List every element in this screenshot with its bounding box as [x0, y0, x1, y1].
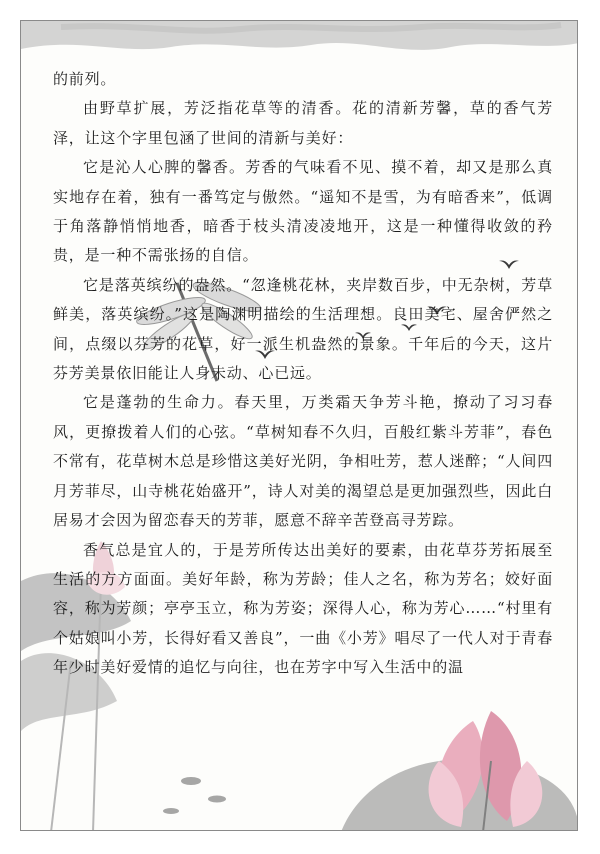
top-ink-wash	[21, 21, 578, 50]
page	[20, 20, 578, 831]
fish-icon	[163, 777, 226, 814]
lotus-right-icon	[341, 711, 578, 831]
paragraph: 香气总是宜人的，于是芳所传达出美好的要素，由花草芬芳拓展至生活的方方面面。美好年龄，称为芳龄；佳人之名，称为芳名；姣好面容，称为芳颜；亭亭玉立，称为芳姿；深得人心，称为芳心……“村里有个姑娘叫小芳，长得好看又善良”，一曲《小芳》唱尽了一代人对于青春年少时美好爱情的追忆与向往，也在芳字中写入生活中的温	[53, 540, 553, 677]
paragraph: 它是落英缤纷的盎然。“忽逢桃花林，夹岸数百步，中无杂树，芳草鲜美，落英缤纷。”这是陶渊明描绘的生活理想。良田美宅、屋舍俨然之间，点缀以芬芳的花草，好一派生机盎然的景象。千年后的今天，这片芬芳美景依旧能让人身未动、心已远。	[53, 275, 553, 383]
paragraph: 的前列。	[53, 70, 117, 88]
paragraph: 由野草扩展，芳泛指花草等的清香。花的清新芳馨，草的香气芳泽，让这个字里包涵了世间的清新与美好：	[53, 99, 553, 147]
paragraph: 它是沁人心脾的馨香。芳香的气味看不见、摸不着，却又是那么真实地存在着，独有一番笃定与傲然。“遥知不是雪，为有暗香来”，低调于角落静悄悄地香，暗香于枝头清凌凌地开，这是一种懂得收敛的矜贵，是一种不需张扬的自信。	[53, 158, 553, 265]
article-text	[53, 65, 553, 683]
paragraph: 它是蓬勃的生命力。春天里，万类霜天争芳斗艳，撩动了习习春风，更撩拨着人们的心弦。“草树知春不久归，百般红紫斗芳菲”，春色不常有，花草树木总是珍惜这美好光阴，争相吐芳，惹人迷醉；“人间四月芳菲尽，山寺桃花始盛开”，诗人对美的渴望总是更加强烈些，因此白居易才会因为留恋春天的芳菲，愿意不辞辛苦登高寻芳踪。	[53, 393, 553, 530]
